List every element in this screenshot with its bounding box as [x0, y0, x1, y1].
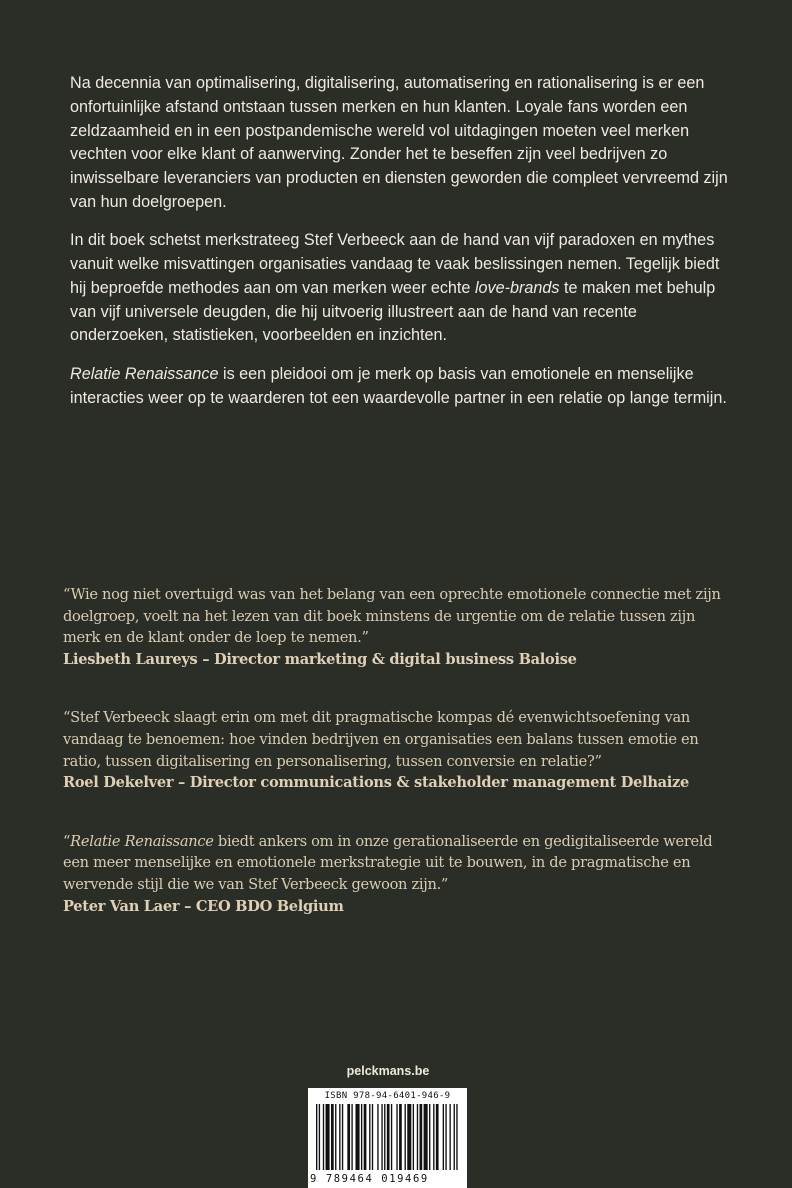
description-paragraph-2 — [70, 229, 730, 348]
barcode-bar — [417, 1104, 418, 1170]
endorsements — [63, 584, 733, 954]
barcode-bar — [443, 1104, 444, 1170]
isbn-barcode — [308, 1088, 467, 1188]
paragraph-2-text-b: te maken met behulp van vijf universele deugden, die hij uitvoerig illustreert aan de hand van recente onderzoeken, statistieken, voorbeelden en inzichten. — [70, 278, 716, 345]
endorsement-1 — [63, 584, 733, 670]
endorsement-3 — [63, 831, 733, 917]
barcode-bar — [339, 1104, 340, 1170]
barcode-bar — [369, 1104, 370, 1170]
endorsement-author: Roel Dekelver – Director communications & stakeholder management Delhaize — [63, 774, 689, 792]
description-paragraph-3 — [70, 363, 730, 411]
endorsement-author: Liesbeth Laureys – Director marketing & digital business Baloise — [63, 650, 577, 668]
barcode-bar — [433, 1104, 434, 1170]
barcode-bar — [347, 1104, 350, 1170]
endorsement-book-title: Relatie Renaissance — [70, 832, 214, 850]
barcode-bar — [399, 1104, 402, 1170]
barcode-bars — [316, 1104, 459, 1170]
barcode-bar — [420, 1104, 423, 1170]
barcode-bar — [384, 1104, 385, 1170]
barcode-bar — [316, 1104, 317, 1170]
barcode-bar — [396, 1104, 397, 1170]
barcode-bar — [323, 1104, 324, 1170]
endorsement-text: “Stef Verbeeck slaagt erin om met dit pragmatische kompas dé evenwichtsoefening van vandaag te benoemen: hoe vinden bedrijven en organisaties een balans tussen emotie en ratio, tussen digitalisering en personalisering, tussen conversie en relatie?” — [63, 709, 699, 770]
endorsement-2 — [63, 707, 733, 793]
barcode-bar — [407, 1104, 411, 1170]
barcode-bar — [381, 1104, 382, 1170]
description-paragraph-1: Na decennia van optimalisering, digitalisering, automatisering en rationalisering is er een onfortuinlijke afstand ontstaan tussen merken en hun klanten. Loyale fans worden een zeldzaamheid en in een postpandemische wereld vol uitdagingen moeten veel merken vechten voor elke klant of aanwerving. Zonder het te beseffen zijn veel bedrijven zo inwisselbare leveranciers van producten en diensten geworden die compleet vervreemd zijn van hun doelgroepen. — [70, 74, 728, 211]
endorsement-open-quote: “ — [63, 832, 71, 850]
paragraph-2-text-a: In dit boek schetst merkstrateeg Stef Verbeeck aan de hand van vijf paradoxen en mythes vanuit welke misvattingen organisaties vandaag te vaak beslissingen nemen. Tegelijk biedt hij beproefde methodes aan om van merken weer echte — [70, 231, 720, 297]
barcode-bar — [342, 1104, 343, 1170]
barcode-bar — [436, 1104, 439, 1170]
barcode-bar — [405, 1104, 406, 1170]
barcode-bar — [424, 1104, 428, 1170]
barcode-bar — [449, 1104, 450, 1170]
barcode-bar — [319, 1104, 320, 1170]
book-description — [70, 72, 730, 425]
barcode-bar — [413, 1104, 414, 1170]
isbn-label: ISBN 978-94-6401-946-9 — [324, 1091, 451, 1101]
barcode-bar — [429, 1104, 430, 1170]
barcode-bar — [387, 1104, 390, 1170]
barcode-bar — [391, 1104, 392, 1170]
barcode-bar — [326, 1104, 330, 1170]
barcode-bar — [454, 1104, 455, 1170]
barcode-bar — [335, 1104, 336, 1170]
book-title-mention: Relatie Renaissance — [70, 364, 219, 383]
barcode-bar — [364, 1104, 367, 1170]
barcode-bar — [377, 1104, 378, 1170]
paragraph-3-text: is een pleidooi om je merk op basis van emotionele en menselijke interacties weer op te waarderen tot een waardevolle partner in een relatie op lange termijn. — [70, 364, 727, 407]
barcode-bar — [445, 1104, 446, 1170]
barcode-bar — [355, 1104, 359, 1170]
barcode-bar — [351, 1104, 352, 1170]
publisher-url: pelckmans.be — [346, 1064, 430, 1078]
barcode-digits: 9 789464 019469 — [310, 1173, 429, 1185]
lovebrands-term: love-brands — [474, 278, 560, 297]
endorsement-text: biedt ankers om in onze gerationaliseerde en gedigitaliseerde wereld een meer menselijke en emotionele merkstrategie uit te bouwen, in de pragmatische en wervende stijl die we van Stef Verbeeck gewoon zijn.” — [63, 832, 713, 893]
barcode-bar — [331, 1104, 334, 1170]
endorsement-author: Peter Van Laer – CEO BDO Belgium — [63, 897, 344, 915]
barcode-bar — [456, 1104, 457, 1170]
barcode-bar — [361, 1104, 362, 1170]
barcode-bar — [372, 1104, 373, 1170]
endorsement-text: “Wie nog niet overtuigd was van het belang van een oprechte emotionele connectie met zijn doelgroep, voelt na het lezen van dit boek minstens de urgentie om de relatie tussen zijn merk en de klant onder de loep te nemen.” — [63, 586, 721, 647]
